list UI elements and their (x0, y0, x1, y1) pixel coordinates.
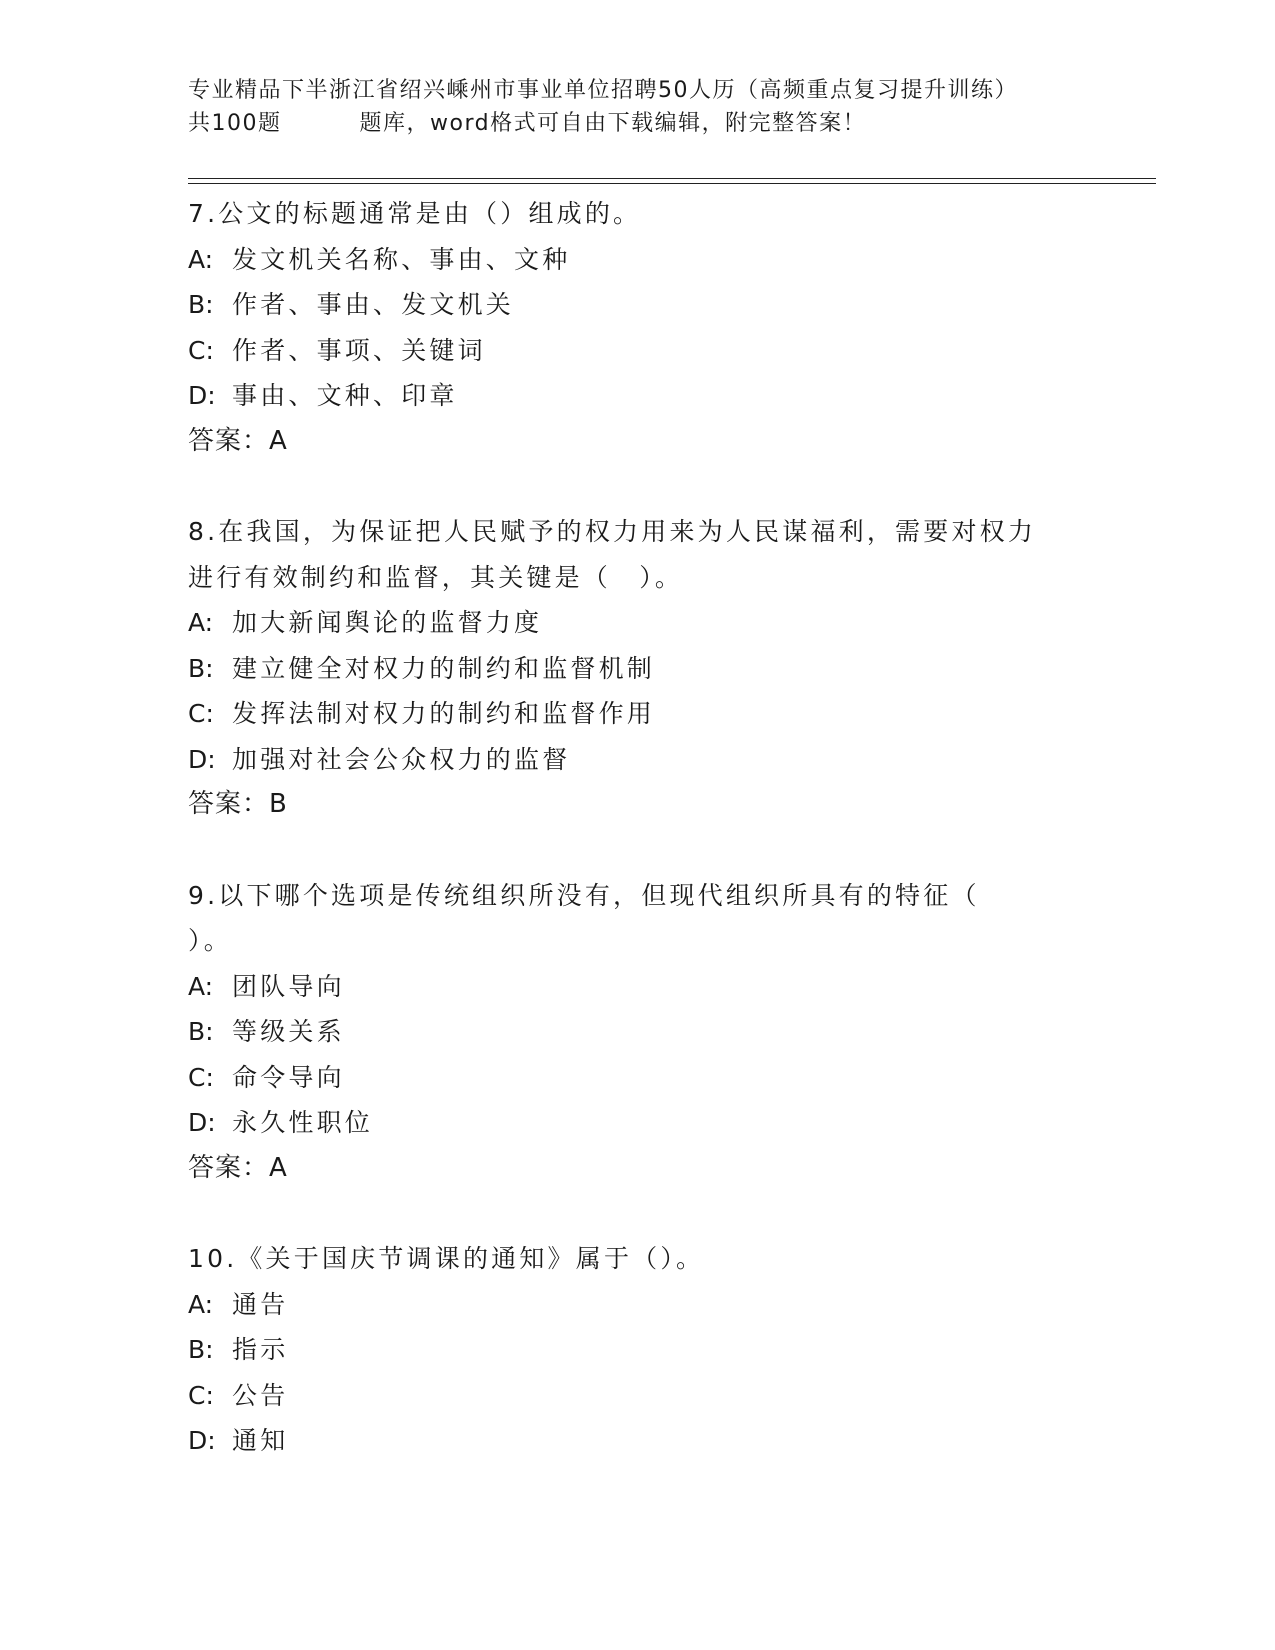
option-label: B: (188, 1017, 214, 1046)
option-c (188, 328, 1128, 374)
answer-line: 答案：A (188, 425, 288, 456)
question-block-10 (188, 1236, 1128, 1464)
answer-line: 答案：B (188, 789, 288, 819)
option-d (188, 373, 1128, 419)
option-text: 建立健全对权力的制约和监督机制 (232, 653, 656, 683)
option-b (188, 282, 1128, 328)
option-text: 发文机关名称、事由、文种 (232, 244, 571, 274)
header-title-line: 专业精品下半浙江省绍兴嵊州市事业单位招聘50人历（高频重点复习提升训练） (188, 78, 1018, 103)
question-block-9 (188, 873, 1128, 1192)
header-description-text: 题库，word格式可自由下载编辑，附完整答案！ (359, 111, 867, 136)
option-text: 指示 (232, 1335, 289, 1364)
option-label: D: (188, 1108, 216, 1137)
question-count-text: 共100题 (188, 111, 282, 136)
question-stem: 8.在我国，为保证把人民赋予的权力用来为人民谋福利，需要对权力 (188, 517, 1037, 546)
question-stem: 7.公文的标题通常是由（）组成的。 (188, 199, 642, 228)
option-text: 团队导向 (232, 971, 345, 1001)
option-c (188, 1055, 1128, 1101)
option-text: 通知 (232, 1426, 289, 1455)
header-subtitle-line (188, 107, 1108, 140)
question-block-8 (188, 509, 1128, 828)
option-label: D: (188, 744, 216, 774)
answer-line: 答案：A (188, 1152, 288, 1183)
option-label: A: (188, 608, 214, 637)
question-list (188, 191, 1128, 1509)
option-text: 命令导向 (232, 1062, 345, 1092)
option-text: 永久性职位 (232, 1108, 374, 1137)
option-a (188, 600, 1128, 646)
option-text: 作者、事项、关键词 (232, 335, 486, 365)
option-c (188, 1373, 1128, 1419)
option-b (188, 646, 1128, 692)
option-b (188, 1327, 1128, 1373)
option-label: D: (188, 381, 216, 410)
option-text: 事由、文种、印章 (232, 381, 458, 410)
option-text: 作者、事由、发文机关 (232, 290, 515, 319)
option-label: A: (188, 971, 214, 1001)
option-text: 加大新闻舆论的监督力度 (232, 608, 543, 637)
option-label: A: (188, 1289, 214, 1319)
header-divider-top (188, 178, 1156, 179)
option-d (188, 1418, 1128, 1464)
option-label: A: (188, 244, 214, 274)
option-b (188, 1009, 1128, 1055)
header-divider-bottom (188, 183, 1156, 184)
option-a (188, 237, 1128, 283)
option-label: B: (188, 653, 214, 683)
option-d (188, 737, 1128, 783)
option-d (188, 1100, 1128, 1146)
question-stem-continued: ）。 (188, 926, 232, 955)
option-label: B: (188, 1335, 214, 1364)
option-a (188, 1282, 1128, 1328)
option-label: C: (188, 335, 214, 365)
question-stem: 9.以下哪个选项是传统组织所没有，但现代组织所具有的特征（ (188, 880, 980, 910)
option-label: C: (188, 1062, 214, 1092)
option-label: C: (188, 699, 214, 728)
option-label: D: (188, 1426, 216, 1455)
question-block-7 (188, 191, 1128, 464)
option-label: B: (188, 290, 214, 319)
document-header (188, 74, 1108, 140)
option-a (188, 964, 1128, 1010)
option-text: 发挥法制对权力的制约和监督作用 (232, 699, 656, 728)
question-stem-continued: 进行有效制约和监督，其关键是（ ）。 (188, 562, 684, 592)
option-label: C: (188, 1380, 214, 1410)
option-text: 公告 (232, 1380, 289, 1410)
option-text: 加强对社会公众权力的监督 (232, 744, 571, 774)
option-text: 通告 (232, 1289, 289, 1319)
option-c (188, 691, 1128, 737)
option-text: 等级关系 (232, 1017, 345, 1046)
question-stem: 10.《关于国庆节调课的通知》属于（）。 (188, 1244, 705, 1273)
